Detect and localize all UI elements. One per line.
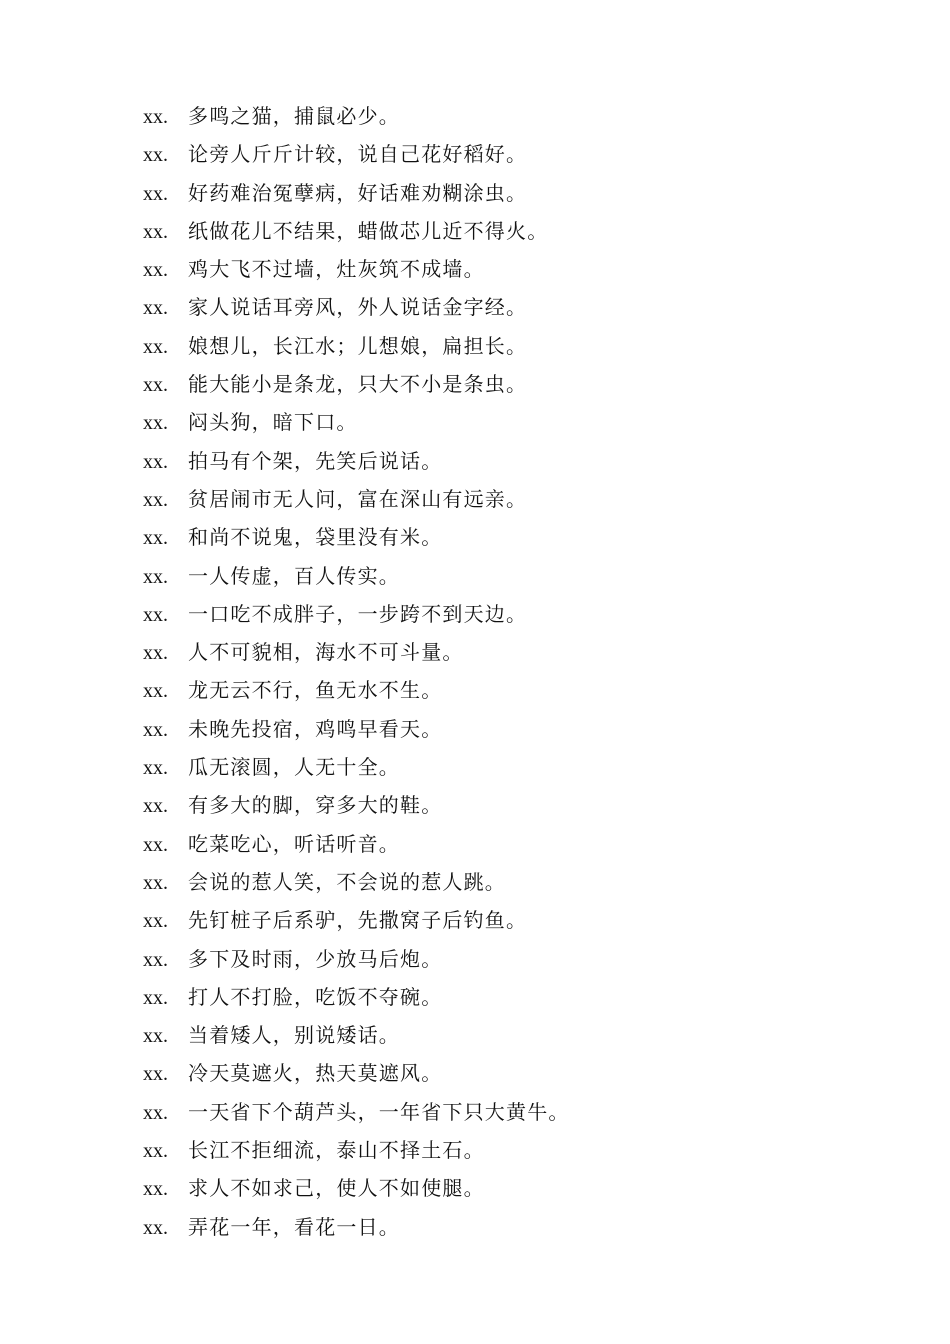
proverb-text: 会说的惹人笑，不会说的惹人跳。 [188, 869, 506, 894]
item-number: xx. [143, 1063, 168, 1086]
list-item [143, 1093, 570, 1131]
item-number: xx. [143, 871, 168, 894]
list-item [143, 442, 570, 480]
item-number: xx. [143, 259, 168, 282]
proverb-text: 有多大的脚，穿多大的鞋。 [188, 793, 443, 818]
list-item [143, 518, 570, 556]
list-item [143, 940, 570, 978]
item-number: xx. [143, 106, 168, 128]
item-number: xx. [143, 642, 168, 665]
list-item [143, 595, 570, 633]
list-item [143, 633, 570, 671]
item-number: xx. [143, 1140, 168, 1163]
proverb-list [143, 97, 570, 1246]
item-number: xx. [143, 220, 168, 243]
proverb-text: 多鸣之猫，捕鼠必少。 [188, 104, 400, 128]
list-item [143, 327, 570, 365]
item-number: xx. [143, 182, 168, 205]
proverb-text: 长江不拒细流，泰山不择土石。 [188, 1138, 485, 1163]
proverb-text: 鸡大飞不过墙，灶灰筑不成墙。 [188, 257, 485, 282]
proverb-text: 先钉桩子后系驴，先撒窝子后钓鱼。 [188, 908, 528, 933]
item-number: xx. [143, 527, 168, 550]
proverb-text: 弄花一年，看花一日。 [188, 1214, 400, 1239]
list-item [143, 135, 570, 173]
list-item [143, 1054, 570, 1092]
list-item [143, 786, 570, 824]
item-number: xx. [143, 833, 168, 856]
item-number: xx. [143, 144, 168, 167]
item-number: xx. [143, 948, 168, 971]
item-number: xx. [143, 1216, 168, 1239]
list-item [143, 365, 570, 403]
list-item [143, 288, 570, 326]
item-number: xx. [143, 757, 168, 780]
proverb-text: 龙无云不行，鱼无水不生。 [188, 678, 443, 703]
proverb-text: 吃菜吃心，听话听音。 [188, 831, 400, 856]
proverb-text: 打人不打脸，吃饭不夺碗。 [188, 984, 443, 1009]
item-number: xx. [143, 488, 168, 511]
proverb-text: 贫居闹市无人问，富在深山有远亲。 [188, 486, 528, 511]
proverb-text: 好药难治冤孽病，好话难劝糊涂虫。 [188, 180, 528, 205]
proverb-text: 纸做花儿不结果，蜡做芯儿近不得火。 [188, 218, 549, 243]
proverb-text: 拍马有个架，先笑后说话。 [188, 448, 443, 473]
proverb-text: 冷天莫遮火，热天莫遮风。 [188, 1061, 443, 1086]
item-number: xx. [143, 1178, 168, 1201]
proverb-text: 论旁人斤斤计较，说自己花好稻好。 [188, 142, 528, 167]
list-item [143, 1208, 570, 1246]
item-number: xx. [143, 450, 168, 473]
proverb-text: 求人不如求己，使人不如使腿。 [188, 1176, 485, 1201]
item-number: xx. [143, 718, 168, 741]
list-item [143, 480, 570, 518]
list-item [143, 825, 570, 863]
proverb-text: 家人说话耳旁风，外人说话金字经。 [188, 295, 528, 320]
list-item [143, 1016, 570, 1054]
proverb-text: 人不可貌相，海水不可斗量。 [188, 640, 464, 665]
proverb-text: 一天省下个葫芦头，一年省下只大黄牛。 [188, 1099, 570, 1124]
proverb-text: 瓜无滚圆，人无十全。 [188, 755, 400, 780]
list-item [143, 1131, 570, 1169]
proverb-text: 娘想儿，长江水；儿想娘，扁担长。 [188, 333, 528, 358]
proverb-text: 多下及时雨，少放马后炮。 [188, 946, 443, 971]
proverb-text: 一口吃不成胖子，一步跨不到天边。 [188, 601, 528, 626]
item-number: xx. [143, 297, 168, 320]
list-item [143, 1169, 570, 1207]
item-number: xx. [143, 986, 168, 1009]
list-item [143, 250, 570, 288]
item-number: xx. [143, 910, 168, 933]
list-item [143, 97, 570, 135]
item-number: xx. [143, 1025, 168, 1048]
list-item [143, 403, 570, 441]
list-item [143, 863, 570, 901]
item-number: xx. [143, 335, 168, 358]
item-number: xx. [143, 795, 168, 818]
list-item [143, 212, 570, 250]
proverb-text: 能大能小是条龙，只大不小是条虫。 [188, 372, 528, 397]
proverb-text: 当着矮人，别说矮话。 [188, 1023, 400, 1048]
list-item [143, 748, 570, 786]
item-number: xx. [143, 680, 168, 703]
list-item [143, 671, 570, 709]
item-number: xx. [143, 374, 168, 397]
proverb-text: 和尚不说鬼，袋里没有米。 [188, 525, 443, 550]
proverb-text: 一人传虚，百人传实。 [188, 563, 400, 588]
list-item [143, 557, 570, 595]
proverb-text: 闷头狗，暗下口。 [188, 410, 358, 435]
list-item [143, 174, 570, 212]
item-number: xx. [143, 412, 168, 435]
item-number: xx. [143, 603, 168, 626]
item-number: xx. [143, 565, 168, 588]
item-number: xx. [143, 1101, 168, 1124]
proverb-text: 未晚先投宿，鸡鸣早看天。 [188, 716, 443, 741]
list-item [143, 901, 570, 939]
list-item [143, 710, 570, 748]
list-item [143, 978, 570, 1016]
